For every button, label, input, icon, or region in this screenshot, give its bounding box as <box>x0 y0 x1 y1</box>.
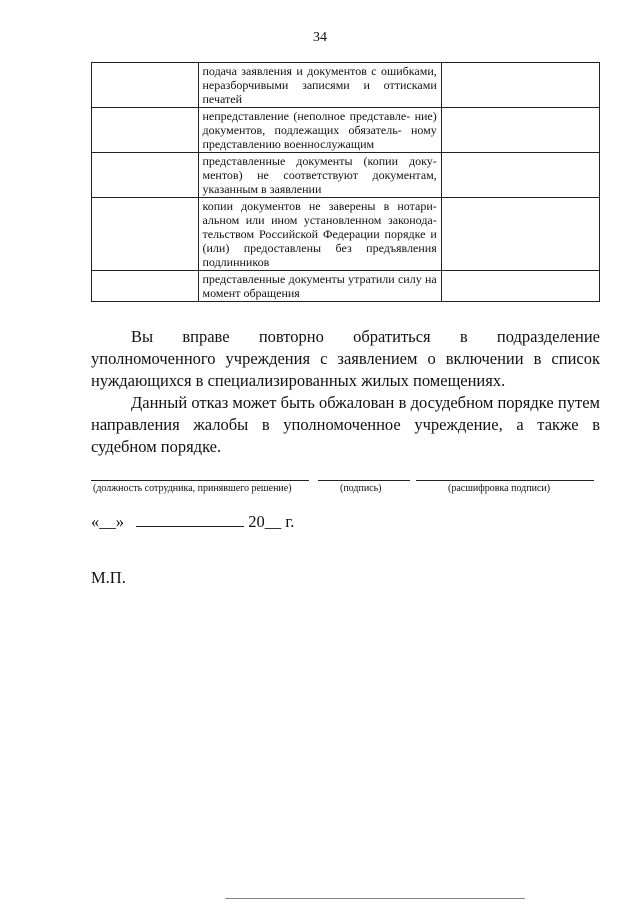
table-cell-empty <box>92 153 199 198</box>
reason-cell: копии документов не заверены в нотари- альном или ином установленном законода- тельством Российской Федерации порядке и (или) предоставлены без предъявления подлинников <box>198 198 441 271</box>
reason-cell: представленные документы (копии доку- ментов) не соответствуют документам, указанным в заявлении <box>198 153 441 198</box>
table-cell-empty <box>92 63 199 108</box>
refusal-reasons-table <box>91 62 600 302</box>
page-number: 34 <box>313 30 327 45</box>
year-prefix: 20__ <box>248 512 282 531</box>
day-field: «__» <box>91 512 124 531</box>
table-cell-empty <box>441 198 599 271</box>
decode-signature-line <box>416 480 594 481</box>
table-row <box>92 108 600 153</box>
reason-cell: подача заявления и документов с ошибками, неразборчивыми записями и оттисками печатей <box>198 63 441 108</box>
table-cell-empty <box>92 271 199 302</box>
reason-cell: представленные документы утратили силу на момент обращения <box>198 271 441 302</box>
year-suffix: г. <box>285 512 295 531</box>
table-row <box>92 63 600 108</box>
stamp-placeholder: М.П. <box>91 568 126 587</box>
table-cell-empty <box>92 198 199 271</box>
signature-label: (подпись) <box>340 483 382 494</box>
decode-label: (расшифровка подписи) <box>448 483 551 494</box>
reapply-paragraph: Вы вправе повторно обратиться в подразделение уполномоченного учреждения с заявлением о включении в список нуждающихся в специализированных жилых помещениях. <box>91 327 600 390</box>
table-cell-empty <box>441 153 599 198</box>
table-cell-empty <box>441 271 599 302</box>
appeal-paragraph: Данный отказ может быть обжалован в досудебном порядке путем направления жалобы в уполномоченное учреждение, а также в судебном порядке. <box>91 393 600 456</box>
month-blank <box>136 512 244 527</box>
reason-cell: непредставление (неполное представле- ние) документов, подлежащих обязатель- ному представлению военнослужащим <box>198 108 441 153</box>
table-cell-empty <box>92 108 199 153</box>
position-signature-line <box>91 480 309 481</box>
table-cell-empty <box>441 63 599 108</box>
page-edge-line <box>225 898 525 899</box>
table-row <box>92 198 600 271</box>
table-row <box>92 271 600 302</box>
table-row <box>92 153 600 198</box>
signature-line <box>318 480 410 481</box>
position-label: (должность сотрудника, принявшего решение) <box>93 483 292 494</box>
date-field <box>91 512 294 532</box>
table-cell-empty <box>441 108 599 153</box>
